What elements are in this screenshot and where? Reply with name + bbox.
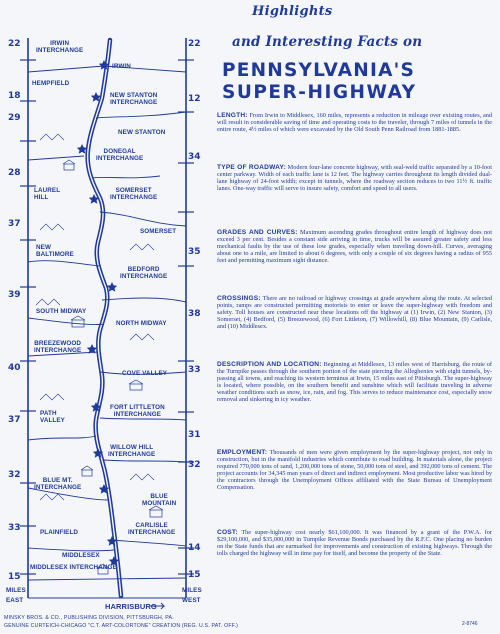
mile-marker-left: 18 <box>8 91 21 101</box>
mile-marker-left: 37 <box>8 219 21 229</box>
section-length <box>217 113 492 134</box>
heading-interesting-facts: and Interesting Facts on <box>232 34 423 50</box>
map-graphics <box>0 0 200 634</box>
label-fort-littleton-interchange: FORT LITTLETON INTERCHANGE <box>110 404 165 418</box>
mile-marker-left: 29 <box>8 113 21 123</box>
section-heading: DESCRIPTION AND LOCATION: <box>217 361 322 368</box>
mile-marker-left: 15 <box>8 572 21 582</box>
section-body: Beginning at Middlesex, 13 miles west of Harrisburg, the route of the Turnpike passes through the southern portion of the state piercing the Alleghenies with eight tunnels, by-passing all towns, and reaching its western terminus at Irwin, 15 miles east of Pittsburgh. The super-highway is located, where possible, on the southern benefit and sunshine which will facilitate traveling in adverse weather conditions such as snow, ice, rain, and fog. This serves to reduce maintenance cost, especially snow removal and sinkering in icy weather. <box>217 361 493 403</box>
label-irwin-interchange: IRWIN INTERCHANGE <box>36 40 84 54</box>
label-laurel-hill: LAUREL HILL <box>34 187 61 201</box>
label-somerset-interchange: SOMERSET INTERCHANGE <box>110 187 158 201</box>
mile-marker-left: 39 <box>8 290 21 300</box>
label-south-midway: SOUTH MIDWAY <box>36 308 87 315</box>
mile-marker-right: 12 <box>188 94 201 104</box>
label-east: EAST <box>6 597 24 604</box>
mile-marker-right: 38 <box>188 309 201 319</box>
section-heading: TYPE OF ROADWAY: <box>217 164 286 171</box>
title-super-highway: SUPER-HIGHWAY <box>222 82 417 103</box>
label-harrisburg: HARRISBURG <box>105 602 157 611</box>
section-heading: EMPLOYMENT: <box>217 449 268 456</box>
label-west: WEST <box>182 597 201 604</box>
label-miles-right: MILES <box>182 587 202 594</box>
section-body: From Irwin to Middlesex, 160 miles, represents a reduction in mileage over existing routes, and will result in considerable saving of time and operating costs to the traveler, through 7 miles of tunnels in the entire route, 4½ miles of which were excavated by the Old South Penn Railroad from 1881-1885. <box>217 112 493 133</box>
label-blue-mt-interchange: BLUE MT. INTERCHANGE <box>34 477 82 491</box>
label-irwin: IRWIN <box>112 63 131 70</box>
section-heading: LENGTH: <box>217 112 248 119</box>
mile-marker-right: 22 <box>188 39 201 49</box>
mile-marker-right: 34 <box>188 152 201 162</box>
label-somerset: SOMERSET <box>140 228 177 235</box>
section-heading: GRADES AND CURVES: <box>217 229 298 236</box>
label-hempfield: HEMPFIELD <box>32 80 70 87</box>
mile-marker-left: 22 <box>8 39 21 49</box>
printer-credit: GENUINE CURTEICH-CHICAGO "C.T. ART-COLORTONE" CREATION (REG. U.S. PAT. OFF.) <box>4 623 239 629</box>
section-description-and-location <box>217 362 492 403</box>
mile-marker-right: 15 <box>188 570 201 580</box>
catalog-code: 2-8746 <box>462 621 478 627</box>
section-body: Modern four-lane concrete highway, with seal-weld traffic separated by a 10-foot center parkway. Width of each traffic lane is 12 feet. The highway carries throughout its length divided dual-lane highway of 24-foot width; except in tunnels, where the roadway section reduces to two 11½ ft. traffic lanes. One-way traffic will serve to insure safety, comfort and speed to all users. <box>217 164 493 192</box>
label-bedford-interchange: BEDFORD INTERCHANGE <box>120 266 168 280</box>
section-body: The super-highway cost nearly $61,100,000. It was financed by a grant of the P.W.A. for $29,100,000, and $35,000,000 in Turnpike Revenue Bonds purchased by the R.F.C. One placing no burden on the State funds that are earmarked for improvements and construction of existing highways. Through the tolls charged the highway will in time pay for itself, and become the property of the State. <box>217 529 493 557</box>
mile-marker-left: 37 <box>8 415 21 425</box>
label-willow-hill-interchange: WILLOW HILL INTERCHANGE <box>108 444 156 458</box>
label-middlesex-interchange: MIDDLESEX INTERCHANGE <box>30 564 117 571</box>
mile-marker-left: 40 <box>8 363 21 373</box>
section-body: There are no railroad or highway crossings at grade anywhere along the route. At selected points, ramps are constructed permitting motorists to enter or leave the super-highway with freedom and safety. Toll houses are constructed near these locations off the highway at (1) Irwin, (2) New Stanton, (3) Somerset, (4) Bedford, (5) Breezewood, (6) Fort Littleton, (7) Willowhill, (8) Blue Mountain, (9) Carlisle, and (10) Middlesex. <box>217 295 492 330</box>
section-crossings <box>217 296 492 331</box>
label-cove-valley: COVE VALLEY <box>122 370 168 377</box>
section-body: Maximum ascending grades throughout entire length of highway does not exceed 3 per cent. Besides a constant side arriving in time, trucks will be assured greater safety and less mechanical faults by the use of these low grades, especially when traveling down-hill. Curves, averaging about one to a mile, are limited to about 6 degrees, with only a couple of six degrees having a radius of 955 feet and permitting maximum sight distance. <box>217 229 492 264</box>
label-donegal-interchange: DONEGAL INTERCHANGE <box>96 148 144 162</box>
mile-marker-right: 31 <box>188 430 201 440</box>
publisher-credit: MINSKY BROS. & CO., PUBLISHING DIVISION, PITTSBURGH, PA. <box>4 615 174 621</box>
label-blue-mountain: BLUE MOUNTAIN <box>142 493 177 507</box>
section-body: Thousands of men were given employment by the super-highway project, not only in construction, but in the manifold industries which contribute to road building. In materials alone, the project required 770,000 tons of sand, 1,200,000 tons of stone, 50,000 tons of steel, and 392,000 tons of cement. The project accounts for 34,345 man years of direct and indirect employment. Most productive labor was hired by the contractors through the Unemployment Offices affiliated with the State Bureau of Unemployment Compensation. <box>217 449 492 491</box>
mile-marker-right: 14 <box>188 543 201 553</box>
mile-marker-right: 33 <box>188 365 201 375</box>
section-heading: COST: <box>217 529 238 536</box>
heading-highlights: Highlights <box>252 4 333 19</box>
label-breezewood-interchange: BREEZEWOOD INTERCHANGE <box>34 340 82 354</box>
mile-marker-left: 33 <box>8 523 21 533</box>
label-middlesex: MIDDLESEX <box>62 552 100 559</box>
label-miles-left: MILES <box>6 587 26 594</box>
label-new-baltimore: NEW BALTIMORE <box>36 244 74 258</box>
mile-marker-left: 28 <box>8 168 21 178</box>
mile-marker-right: 32 <box>188 460 201 470</box>
section-type-of-roadway <box>217 165 492 193</box>
section-employment <box>217 450 492 491</box>
label-carlisle-interchange: CARLISLE INTERCHANGE <box>128 522 176 536</box>
label-new-stanton: NEW STANTON <box>118 129 166 136</box>
label-new-stanton-interchange: NEW STANTON INTERCHANGE <box>110 92 158 106</box>
section-cost <box>217 530 492 558</box>
mile-marker-left: 32 <box>8 470 21 480</box>
label-north-midway: NORTH MIDWAY <box>116 320 167 327</box>
mile-marker-right: 35 <box>188 247 201 257</box>
label-path-valley: PATH VALLEY <box>40 410 65 424</box>
title-pennsylvanias: PENNSYLVANIA'S <box>222 60 415 81</box>
section-heading: CROSSINGS: <box>217 295 261 302</box>
section-grades-and-curves <box>217 230 492 265</box>
label-plainfield: PLAINFIELD <box>40 529 79 536</box>
turnpike-map <box>0 0 200 634</box>
